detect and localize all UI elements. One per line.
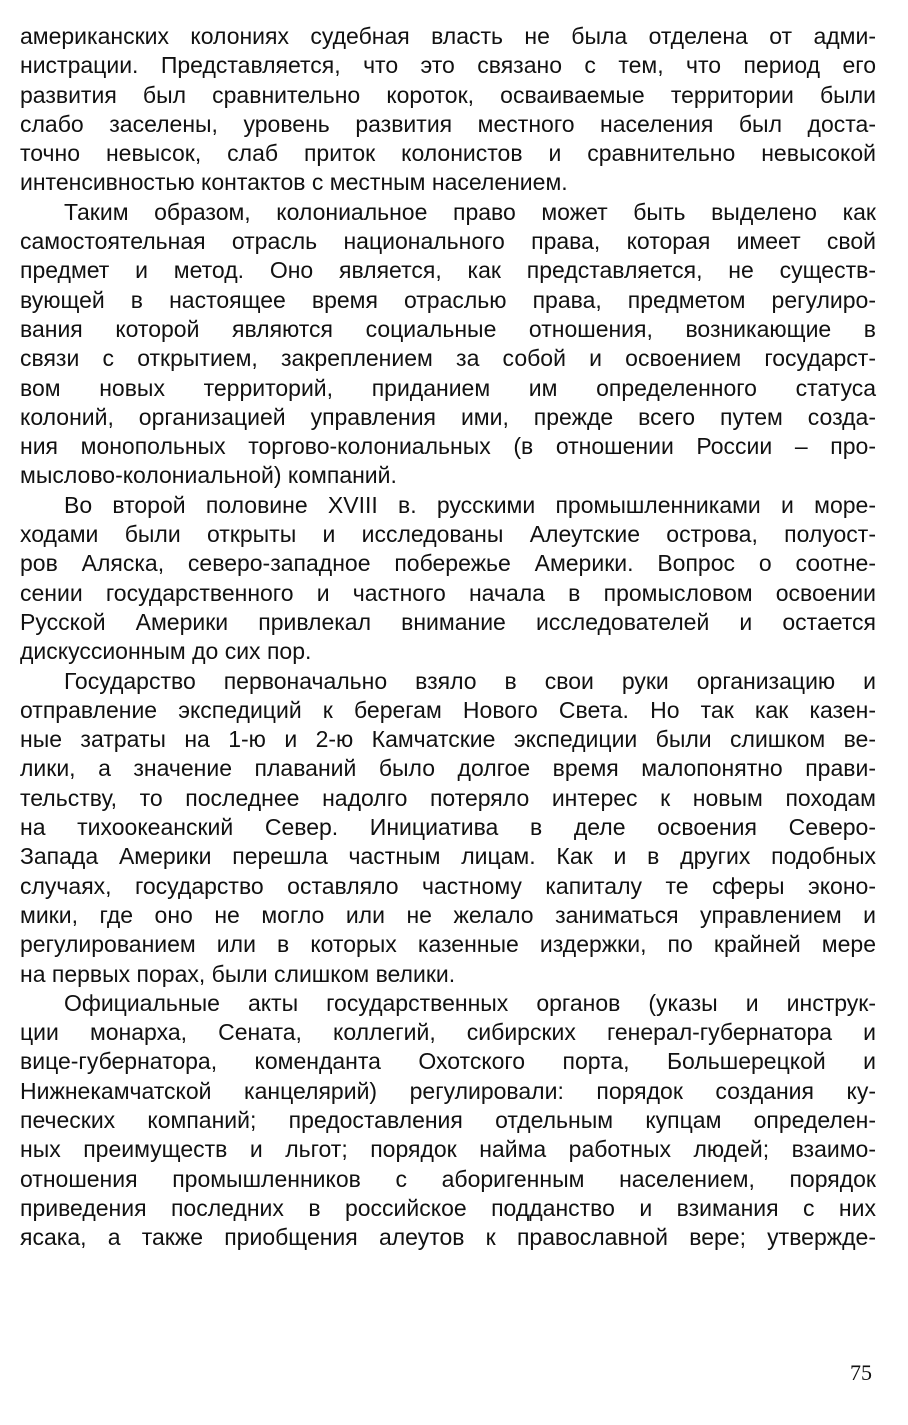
text-line: вания которой являются социальные отношения, возникающие в xyxy=(20,315,876,342)
text-line: развития был сравнительно короток, осваиваемые территории были xyxy=(20,81,876,108)
text-line: ции монарха, Сената, коллегий, сибирских генерал-губернатора и xyxy=(20,1019,876,1046)
text-line: лики, а значение плаваний было долгое время малопонятно прави- xyxy=(20,755,876,782)
text-line: Русской Америки привлекал внимание исследователей и остается xyxy=(20,608,876,635)
text-line: мыслово-колониальной) компаний. xyxy=(20,462,397,489)
text-line: колоний, организацией управления ими, прежде всего путем созда- xyxy=(20,403,876,430)
text-line: вом новых территорий, приданием им определенного статуса xyxy=(20,374,876,401)
paragraph-3 xyxy=(20,491,876,667)
text-line: Во второй половине XVIII в. русскими промышленниками и море- xyxy=(64,491,876,518)
text-line: сении государственного и частного начала в промысловом освоении xyxy=(20,579,876,606)
text-line: печеских компаний; предоставления отдельным купцам определен- xyxy=(20,1106,876,1133)
text-line: нистрации. Представляется, что это связано с тем, что период его xyxy=(20,52,876,79)
text-line: ные затраты на 1-ю и 2-ю Камчатские экспедиции были слишком ве- xyxy=(20,726,876,753)
text-line: Таким образом, колониальное право может быть выделено как xyxy=(64,198,876,225)
text-line: на первых порах, были слишком велики. xyxy=(20,960,456,987)
text-line: самостоятельная отрасль национального права, которая имеет свой xyxy=(20,228,876,255)
text-line: ясака, а также приобщения алеутов к православной вере; утвержде- xyxy=(20,1224,876,1251)
text-line: Официальные акты государственных органов (указы и инструк- xyxy=(64,989,876,1016)
text-line: ходами были открыты и исследованы Алеутские острова, полуост- xyxy=(20,521,876,548)
text-line: Запада Америки перешла частным лицам. Как и в других подобных xyxy=(20,843,876,870)
text-line: вующей в настоящее время отраслью права, предметом регулиро- xyxy=(20,286,876,313)
text-line: ния монопольных торгово-колониальных (в отношении России – про- xyxy=(20,433,876,460)
text-line: связи с открытием, закреплением за собой и освоением государст- xyxy=(20,345,876,372)
text-line: вице-губернатора, коменданта Охотского порта, Большерецкой и xyxy=(20,1048,876,1075)
paragraph-2 xyxy=(20,198,876,491)
text-line: приведения последних в российское подданство и взимания с них xyxy=(20,1194,876,1221)
text-line: американских колониях судебная власть не была отделена от адми- xyxy=(20,23,876,49)
text-line: тельству, то последнее надолго потеряло интерес к новым походам xyxy=(20,784,876,811)
text-line: ров Аляска, северо-западное побережье Америки. Вопрос о соотне- xyxy=(20,550,876,577)
text-line: Нижнекамчатской канцелярий) регулировали: порядок создания ку- xyxy=(20,1077,876,1104)
text-line: мики, где оно не могло или не желало заниматься управлением и xyxy=(20,901,876,928)
text-line: случаях, государство оставляло частному капиталу те сферы эконо- xyxy=(20,872,876,899)
text-line: интенсивностью контактов с местным населением. xyxy=(20,169,568,196)
text-line: предмет и метод. Оно является, как представляется, не существ- xyxy=(20,257,876,284)
text-line: дискуссионным до сих пор. xyxy=(20,638,312,665)
text-line: регулированием или в которых казенные издержки, по крайней мере xyxy=(20,931,876,958)
body-text xyxy=(20,22,876,1252)
text-line: отправление экспедиций к берегам Нового Света. Но так как казен- xyxy=(20,696,876,723)
paragraph-1 xyxy=(20,22,876,198)
paragraph-5 xyxy=(20,989,876,1253)
text-line: точно невысок, слаб приток колонистов и сравнительно невысокой xyxy=(20,140,876,167)
text-line: отношения промышленников с аборигенным населением, порядок xyxy=(20,1165,876,1192)
paragraph-4 xyxy=(20,667,876,989)
text-line: слабо заселены, уровень развития местного населения был доста- xyxy=(20,110,876,137)
text-line: на тихоокеанский Север. Инициатива в деле освоения Северо- xyxy=(20,814,876,841)
page-number: 75 xyxy=(850,1360,872,1385)
text-line: ных преимуществ и льгот; порядок найма работных людей; взаимо- xyxy=(20,1136,876,1163)
text-line: Государство первоначально взяло в свои руки организацию и xyxy=(64,667,876,694)
